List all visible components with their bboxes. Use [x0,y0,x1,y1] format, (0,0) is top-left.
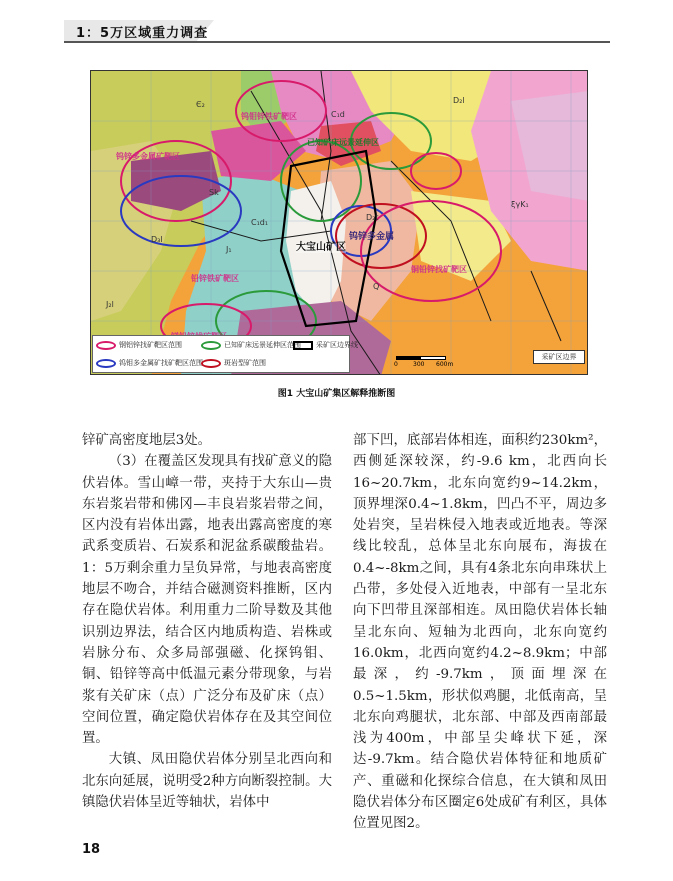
geo-unit-label: D₃l [151,235,163,244]
page-number: 18 [82,842,101,857]
map-legend [92,335,358,373]
figure-caption: 图1 大宝山矿集区解释推断图 [277,389,396,399]
paragraph: 锌矿高密度地层3处。 [82,433,212,448]
geo-unit-label: C₁d [331,110,345,119]
paragraph: （3）在覆盖区发现具有找矿意义的隐伏岩体。雪山嶂一带，夹持于大东山—贵东岩浆岩带和佛冈—丰良岩浆岩带之间，区内没有岩体出露，地表出露高密度的寒武系变质岩、石炭系和泥盆系碳酸盐岩。1：5万剩余重力呈负异常，与地表高密度地层不吻合，并结合磁测资料推断，区内存在隐伏岩体。利用重力二阶导数及其他识别边界法，结合区内地质构造、岩株或岩脉分布、众多局部强磁、化探钨钼、铜、铅锌等高中低温元素分带现象，与岩浆有关矿床（点）广泛分布及矿床（点）空间位置，确定隐伏岩体存在及其空间位置。 [82,454,332,747]
map-label-zone-wu1: 钨钼锌铁矿靶区 [241,112,297,121]
scale-label: 600m [436,361,454,368]
map-label-known-ext: 已知矿床远景延伸区 [307,138,379,147]
legend-item [293,340,358,350]
legend-item [201,358,266,368]
geo-unit-label: D₂t [366,213,379,222]
legend-text: 钨钼多金属矿找矿靶区范围 [119,359,203,367]
map-label-zone-duojinshu: 钨锌多金属矿靶区 [116,152,180,161]
map-label-dabaoshan: 大宝山矿区 [296,242,346,253]
scale-label: 300 [413,361,425,368]
left-text-column [82,430,332,813]
legend-symbol-blue-ellipse [96,359,116,368]
geological-map-figure [90,70,588,375]
scale-label: 0 [394,361,398,368]
legend-item [96,358,203,368]
legend-symbol-green-ellipse [201,341,221,350]
geo-unit-label: J₁ [226,245,232,254]
legend-text: 已知矿床远景延伸区范围 [224,341,301,349]
geo-unit-label: J₂l [106,300,114,309]
legend-text: 斑岩型矿范围 [224,359,266,367]
running-header-title: 1：5万区域重力调查 [76,26,209,41]
geo-unit-label: Sk [209,188,219,197]
scale-bar [396,356,446,360]
map-label-zone-south: 铅锌铁矿靶区 [191,274,239,283]
legend-symbol-darkred-ellipse [201,359,221,368]
right-text-column [353,430,607,835]
mining-boundary-label: 采矿区边界 [533,350,585,364]
legend-text: 采矿区边界线 [316,341,358,349]
legend-symbol-black-rect [293,341,313,350]
map-label-zone-e-right: 铜铅锌找矿靶区 [411,265,467,274]
legend-item [201,340,301,350]
legend-text: 钢铝锌找矿靶区范围 [119,341,182,349]
header-rule [64,41,610,43]
geo-unit-label: Є₂ [196,100,205,109]
legend-symbol-red-ellipse [96,341,116,350]
map-label-zone-east: 钨锌多金属 [349,232,395,242]
legend-item [96,340,182,350]
paragraph: 大镇、凤田隐伏岩体分别呈北西向和北东向延展，说明受2种方向断裂控制。大镇隐伏岩体呈近等轴状，岩体中 [82,752,332,811]
geo-unit-label: D₂l [453,96,465,105]
paragraph: 部下凹，底部岩体相连，面积约230km²，西侧延深较深，约-9.6 km，北西向长16~20.7km，北东向宽约9~14.2km，顶界埋深0.4~1.8km，凹凸不平，周边多处岩突，呈岩株侵入地表或近地表。等深线比较乱，总体呈北东向展布，海拔在0.4~-8km之间，具有4条北东向串珠状上凸带，多处侵入近地表，中部有一呈北东向下凹带且深部相连。凤田隐伏岩体长轴呈北东向、短轴为北西向，北东向宽约16.0km，北西向宽约4.2~8.9km；中部最深，约-9.7km，顶面埋深在0.5~1.5km，形状似鸡腿，北低南高，呈北东向鸡腿状，北东部、中部及西南部最浅为400m，中部呈尖峰状下延，深达-9.7km。结合隐伏岩体特征和地质矿产、重磁和化探综合信息，在大镇和凤田隐伏岩体分布区圈定6处成矿有利区，具体位置见图2。 [353,433,607,832]
geo-unit-label: ξγK₁ [511,200,529,209]
geo-unit-label: Q [373,282,380,291]
geo-unit-label: C₁d₁ [251,218,269,227]
